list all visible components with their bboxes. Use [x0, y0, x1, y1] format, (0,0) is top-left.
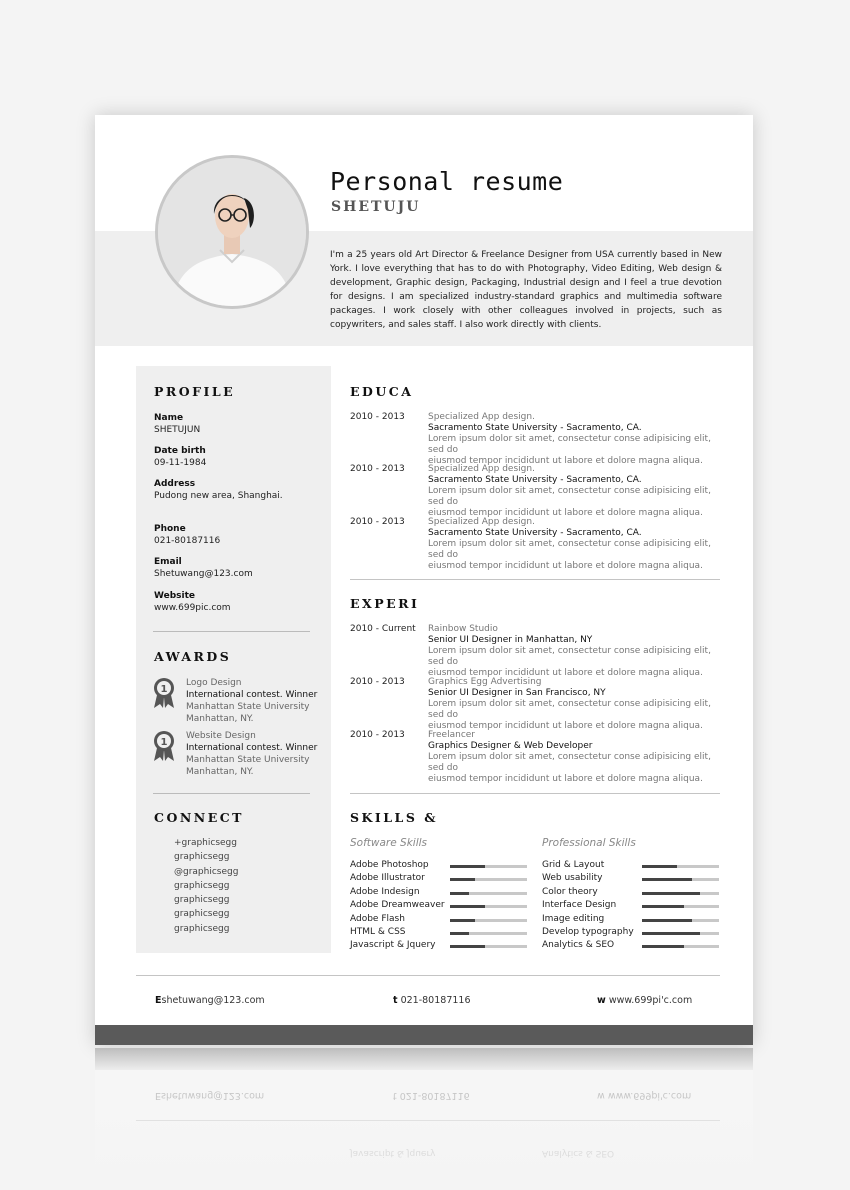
skill-level-fill	[642, 945, 684, 948]
entry-program: Specialized App design.	[428, 412, 535, 422]
award-contest: International contest. Winner	[186, 743, 318, 753]
connect-item[interactable]: graphicsegg	[174, 880, 230, 891]
reflection-email	[155, 1090, 264, 1101]
skill-name: Grid & Layout	[542, 860, 605, 870]
skill-name: Adobe Illustrator	[350, 873, 425, 884]
entry-description: Lorem ipsum dolor sit amet, consectetur conse adipisicing elit, sed do	[428, 434, 711, 455]
svg-text:1: 1	[160, 684, 168, 695]
resume-subtitle: SHETUJU	[331, 199, 421, 215]
profile-field-address	[154, 478, 283, 502]
skill-level-fill	[642, 932, 700, 935]
entry-description: eiusmod tempor incididunt ut labore et dolore magna aliqua.	[428, 774, 703, 784]
entry-program: Specialized App design.	[428, 464, 535, 474]
field-value: Pudong new area, Shanghai.	[154, 491, 283, 501]
connect-item[interactable]: graphicsegg	[174, 895, 230, 906]
section-divider	[350, 793, 720, 794]
field-value: Shetuwang@123.com	[154, 569, 253, 579]
professional-skills-heading: Professional Skills	[542, 837, 636, 849]
skill-name: Web usability	[542, 873, 603, 884]
skill-level-fill	[642, 892, 700, 895]
profile-heading: PROFILE	[154, 384, 236, 399]
entry-company: Rainbow Studio	[428, 624, 498, 634]
field-label: Address	[154, 479, 196, 489]
entry-description: eiusmod tempor incididunt ut labore et dolore magna aliqua.	[428, 721, 703, 731]
skill-level-fill	[450, 892, 469, 895]
entry-date: 2010 - 2013	[350, 412, 405, 422]
connect-heading: CONNECT	[154, 810, 244, 825]
skill-row	[542, 900, 720, 913]
field-label: Website	[154, 591, 196, 601]
web-prefix: w	[597, 995, 606, 1006]
reflection-phone	[393, 1090, 470, 1101]
entry-institution: Sacramento State University - Sacramento, CA.	[428, 528, 642, 538]
award-university: Manhattan State University	[186, 702, 310, 712]
svg-text:1: 1	[160, 737, 168, 748]
skill-level-fill	[642, 919, 692, 922]
profile-field-name	[154, 412, 200, 436]
skill-level-fill	[642, 878, 692, 881]
skills-heading: SKILLS &	[350, 810, 438, 825]
sidebar-divider	[153, 631, 310, 632]
field-value: 021-80187116	[154, 536, 221, 546]
reflection-divider	[136, 1120, 720, 1121]
intro-paragraph: I'm a 25 years old Art Director & Freelance Designer from USA currently based in New York. I love everything that has to do with Photography, Video Editing, Web design & development, Graphic design, Packaging, Industrial design and I feel a true devotion for designs. I am specialized industry-standard graphics and multimedia software packages. I work closely with other colleagues involved in projects, such as copywriters, and sales staff. I also work directly with clients.	[330, 250, 722, 330]
skill-row	[542, 940, 720, 953]
reflection-web-prefix: w	[597, 1090, 605, 1101]
skill-level-bar	[642, 892, 719, 895]
entry-description: eiusmod tempor incididunt ut labore et dolore magna aliqua.	[428, 561, 703, 571]
resume-sheet	[95, 115, 753, 1045]
entry-date: 2010 - Current	[350, 624, 416, 634]
email-prefix: E	[155, 995, 162, 1006]
skill-level-bar	[450, 892, 527, 895]
skill-level-fill	[450, 945, 485, 948]
education-heading: EDUCA	[350, 384, 414, 399]
skill-row	[350, 940, 528, 953]
portrait-image	[158, 158, 306, 306]
entry-date: 2010 - 2013	[350, 517, 405, 527]
field-label: Email	[154, 557, 182, 567]
sheet-reflection	[95, 1048, 753, 1190]
skill-name: Adobe Indesign	[350, 886, 420, 897]
experience-heading: EXPERI	[350, 596, 420, 611]
skill-name: Adobe Photoshop	[350, 860, 429, 870]
reflection-email-text: shetuwang@123.com	[161, 1090, 265, 1101]
award-location: Manhattan, NY.	[186, 714, 254, 724]
skill-row	[542, 887, 720, 900]
skill-name: Interface Design	[542, 900, 617, 911]
software-skills-heading: Software Skills	[350, 837, 428, 849]
reflection-phone-prefix: t	[393, 1090, 397, 1101]
skill-level-bar	[450, 932, 527, 935]
profile-photo	[155, 155, 309, 309]
field-label: Date birth	[154, 446, 206, 456]
skill-level-bar	[450, 905, 527, 908]
entry-role: Graphics Designer & Web Developer	[428, 741, 593, 751]
reflection-email-prefix: E	[155, 1090, 162, 1101]
award-location: Manhattan, NY.	[186, 767, 254, 777]
entry-company: Graphics Egg Advertising	[428, 677, 542, 687]
entry-institution: Sacramento State University - Sacramento, CA.	[428, 423, 642, 433]
skill-row	[542, 873, 720, 886]
footer-email-text[interactable]: shetuwang@123.com	[161, 995, 265, 1006]
entry-role: Senior UI Designer in San Francisco, NY	[428, 688, 606, 698]
entry-description: eiusmod tempor incididunt ut labore et dolore magna aliqua.	[428, 508, 703, 518]
skill-row	[350, 927, 528, 940]
awards-heading: AWARDS	[154, 649, 232, 664]
footer-website-text[interactable]: www.699pi'c.com	[608, 995, 693, 1006]
skill-level-bar	[642, 878, 719, 881]
footer-divider	[136, 975, 720, 976]
award-university: Manhattan State University	[186, 755, 310, 765]
award-title: Logo Design	[186, 678, 242, 688]
connect-item[interactable]: graphicsegg	[174, 909, 230, 920]
entry-date: 2010 - 2013	[350, 464, 405, 474]
skill-level-bar	[450, 945, 527, 948]
skill-level-bar	[450, 865, 527, 868]
footer-phone	[393, 995, 471, 1006]
award-contest: International contest. Winner	[186, 690, 318, 700]
skill-name: Adobe Flash	[350, 913, 405, 924]
skill-level-bar	[450, 919, 527, 922]
skill-row	[542, 927, 720, 940]
footer-email	[155, 995, 265, 1006]
skill-level-fill	[642, 905, 684, 908]
profile-field-website	[154, 590, 231, 614]
field-value: 09-11-1984	[154, 458, 207, 468]
entry-role: Senior UI Designer in Manhattan, NY	[428, 635, 593, 645]
connect-item[interactable]: graphicsegg	[174, 923, 230, 934]
skill-row	[350, 860, 528, 873]
skill-name: Adobe Dreamweaver	[350, 900, 445, 911]
skill-row	[350, 914, 528, 927]
entry-description: Lorem ipsum dolor sit amet, consectetur conse adipisicing elit, sed do	[428, 752, 711, 773]
skill-level-fill	[450, 932, 469, 935]
skill-level-bar	[642, 905, 719, 908]
entry-description: Lorem ipsum dolor sit amet, consectetur conse adipisicing elit, sed do	[428, 539, 711, 560]
profile-field-phone	[154, 523, 220, 547]
field-label: Name	[154, 413, 184, 423]
entry-date: 2010 - 2013	[350, 730, 405, 740]
medal-icon	[152, 730, 176, 762]
connect-item[interactable]: graphicsegg	[174, 852, 230, 863]
skill-row	[542, 914, 720, 927]
skill-level-fill	[450, 919, 475, 922]
skill-level-bar	[642, 945, 719, 948]
profile-field-email	[154, 556, 253, 580]
award-title: Website Design	[186, 731, 256, 741]
skill-row	[350, 887, 528, 900]
skill-name: Analytics & SEO	[542, 940, 615, 951]
entry-description: eiusmod tempor incididunt ut labore et dolore magna aliqua.	[428, 456, 703, 466]
resume-title: Personal resume	[330, 167, 564, 196]
reflection-bar	[95, 1048, 753, 1070]
entry-description: Lorem ipsum dolor sit amet, consectetur conse adipisicing elit, sed do	[428, 486, 711, 507]
sidebar-divider	[153, 793, 310, 794]
skill-row	[350, 900, 528, 913]
reflection-skill: Javascript & Jquery	[350, 1148, 436, 1158]
skill-level-bar	[450, 878, 527, 881]
skill-level-fill	[450, 878, 475, 881]
skill-row	[542, 860, 720, 873]
skill-name: Javascript & Jquery	[350, 940, 436, 951]
bottom-bar	[95, 1025, 753, 1045]
reflection-website	[597, 1090, 691, 1101]
footer-phone-text[interactable]: 021-80187116	[400, 995, 471, 1006]
skill-name: Develop typography	[542, 927, 634, 937]
profile-field-birth	[154, 445, 206, 469]
skill-level-fill	[642, 865, 677, 868]
skill-level-bar	[642, 919, 719, 922]
reflection-website-text: www.699pi'c.com	[607, 1090, 692, 1101]
skill-row	[350, 873, 528, 886]
skill-name: HTML & CSS	[350, 927, 406, 937]
field-label: Phone	[154, 524, 186, 534]
entry-description: Lorem ipsum dolor sit amet, consectetur conse adipisicing elit, sed do	[428, 646, 711, 667]
medal-icon	[152, 677, 176, 709]
entry-company: Freelancer	[428, 730, 476, 740]
skill-name: Color theory	[542, 886, 598, 897]
connect-list	[174, 836, 238, 936]
skill-level-fill	[450, 905, 485, 908]
footer-website	[597, 995, 692, 1006]
skill-level-bar	[642, 865, 719, 868]
sidebar	[136, 366, 331, 953]
reflection-phone-text: 021-80187116	[399, 1090, 470, 1101]
section-divider	[350, 579, 720, 580]
entry-program: Specialized App design.	[428, 517, 535, 527]
connect-item[interactable]: +graphicsegg	[174, 838, 237, 848]
skill-level-fill	[450, 865, 485, 868]
field-value: SHETUJUN	[154, 425, 201, 435]
field-value: www.699pic.com	[154, 603, 231, 613]
entry-description: eiusmod tempor incididunt ut labore et dolore magna aliqua.	[428, 668, 703, 678]
entry-institution: Sacramento State University - Sacramento, CA.	[428, 475, 642, 485]
entry-description: Lorem ipsum dolor sit amet, consectetur conse adipisicing elit, sed do	[428, 699, 711, 720]
reflection-skill: Analytics & SEO	[542, 1148, 615, 1158]
skill-name: Image editing	[542, 913, 605, 924]
entry-date: 2010 - 2013	[350, 677, 405, 687]
phone-prefix: t	[393, 995, 398, 1006]
skill-level-bar	[642, 932, 719, 935]
connect-item[interactable]: @graphicsegg	[174, 866, 239, 877]
